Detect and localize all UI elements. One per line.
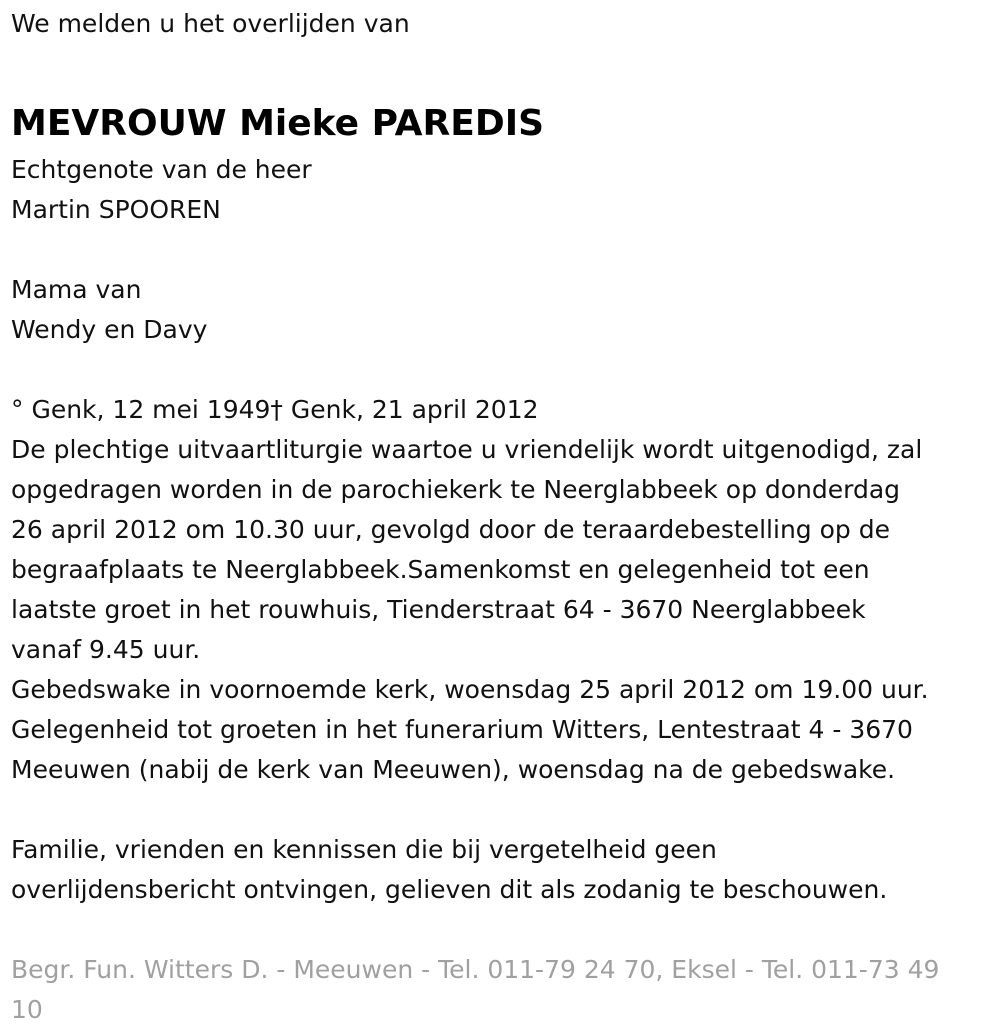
children-label: Mama van xyxy=(11,275,142,304)
visitation-line: Meeuwen (nabij de kerk van Meeuwen), woensdag na de gebedswake. xyxy=(11,755,896,784)
spouse-name: Martin SPOOREN xyxy=(11,195,221,224)
undertaker-line: 10 xyxy=(11,995,43,1024)
children-names: Wendy en Davy xyxy=(11,315,208,344)
spacer xyxy=(11,230,993,270)
funeral-line: vanaf 9.45 uur. xyxy=(11,635,201,664)
spacer xyxy=(11,350,993,390)
visitation-line: Gelegenheid tot groeten in het funerarium Witters, Lentestraat 4 - 3670 xyxy=(11,715,913,744)
family-note-line: overlijdensbericht ontvingen, gelieven dit als zodanig te beschouwen. xyxy=(11,875,888,904)
funeral-line: begraafplaats te Neerglabbeek.Samenkomst en gelegenheid tot een xyxy=(11,555,870,584)
prayer-wake-text: Gebedswake in voornoemde kerk, woensdag 25 april 2012 om 19.00 uur. xyxy=(11,675,929,704)
funeral-line: 26 april 2012 om 10.30 uur, gevolgd door de teraardebestelling op de xyxy=(11,515,890,544)
visitation-details xyxy=(11,710,993,790)
deceased-name-title: MEVROUW Mieke PAREDIS xyxy=(11,103,545,144)
death-notice xyxy=(11,4,993,1030)
family-note xyxy=(11,830,993,910)
funeral-line: laatste groet in het rouwhuis, Tienderstraat 64 - 3670 Neerglabbeek xyxy=(11,595,866,624)
intro-text: We melden u het overlijden van xyxy=(11,9,410,38)
birth-death-dates: ° Genk, 12 mei 1949† Genk, 21 april 2012 xyxy=(11,395,539,424)
family-note-line: Familie, vrienden en kennissen die bij vergetelheid geen xyxy=(11,835,717,864)
spacer xyxy=(11,790,993,830)
funeral-line: De plechtige uitvaartliturgie waartoe u vriendelijk wordt uitgenodigd, zal xyxy=(11,435,923,464)
funeral-details xyxy=(11,430,993,670)
undertaker-contact xyxy=(11,950,993,1030)
undertaker-line: Begr. Fun. Witters D. - Meeuwen - Tel. 011-79 24 70, Eksel - Tel. 011-73 49 xyxy=(11,955,940,984)
funeral-line: opgedragen worden in de parochiekerk te Neerglabbeek op donderdag xyxy=(11,475,901,504)
spouse-label: Echtgenote van de heer xyxy=(11,155,312,184)
